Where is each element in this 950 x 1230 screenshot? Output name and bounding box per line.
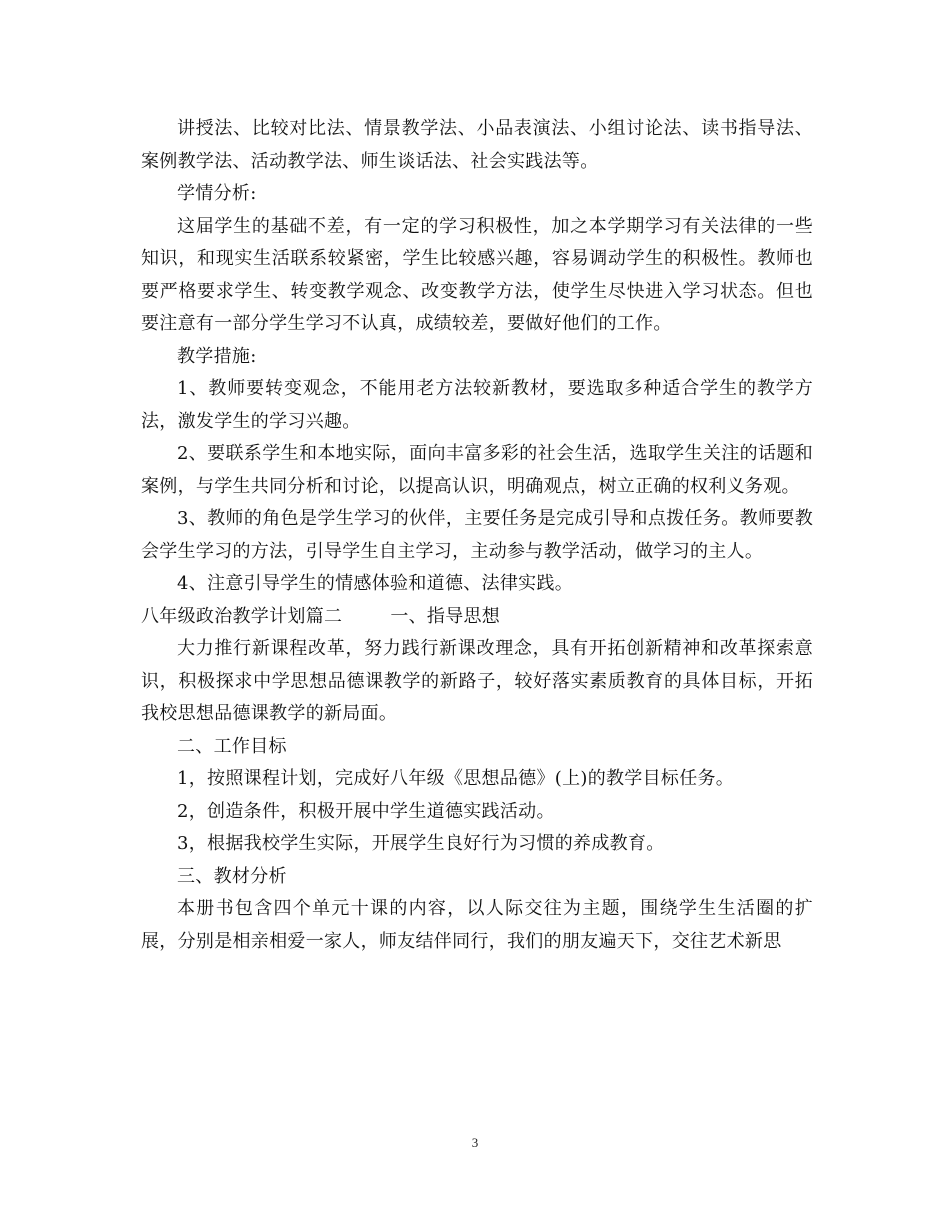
heading-work-goals: 二、工作目标 (177, 735, 287, 757)
paragraph-goal-1: 1，按照课程计划，完成好八年级《思想品德》(上)的教学目标任务。 (177, 768, 735, 789)
paragraph-measure-1: 1、教师要转变观念，不能用老方法较新教材，要选取多种适合学生的教学方法，激发学生的学习兴趣。 (141, 378, 813, 432)
paragraph-textbook-analysis: 本册书包含四个单元十课的内容，以人际交往为主题，围绕学生生活圈的扩展，分别是相亲相爱一家人，师友结伴同行，我们的朋友遍天下，交往艺术新思 (141, 898, 813, 952)
paragraph-measure-4: 4、注意引导学生的情感体验和道德、法律实践。 (177, 573, 574, 594)
heading-student-analysis: 学情分析: (177, 183, 257, 204)
heading-textbook-analysis: 三、教材分析 (177, 865, 287, 887)
paragraph-measure-3: 3、教师的角色是学生学习的伙伴，主要任务是完成引导和点拨任务。教师要教会学生学习的方法，引导学生自主学习，主动参与教学活动，做学习的主人。 (141, 508, 813, 562)
paragraph-student-analysis: 这届学生的基础不差，有一定的学习积极性，加之本学期学习有关法律的一些知识，和现实生活联系较紧密，学生比较感兴趣，容易调动学生的积极性。教师也要严格要求学生、转变教学观念、改变教学方法，使学生尽快进入学习状态。但也要注意有一部分学生学习不认真，成绩较差，要做好他们的工作。 (141, 215, 813, 334)
paragraph-guiding-ideology: 大力推行新课程改革，努力践行新课改理念，具有开拓创新精神和改革探索意识，积极探求中学思想品德课教学的新路子，较好落实素质教育的具体目标，开拓我校思想品德课教学的新局面。 (141, 638, 813, 724)
heading-guiding-ideology: 一、指导思想 (390, 605, 501, 627)
heading-teaching-measures: 教学措施: (177, 345, 257, 367)
paragraph-goal-2: 2，创造条件，积极开展中学生道德实践活动。 (177, 800, 555, 822)
paragraph-goal-3: 3，根据我校学生实际，开展学生良好行为习惯的养成教育。 (177, 833, 665, 854)
paragraph-teaching-methods: 讲授法、比较对比法、情景教学法、小品表演法、小组讨论法、读书指导法、案例教学法、活动教学法、师生谈话法、社会实践法等。 (141, 118, 813, 172)
section-title: 八年级政治教学计划篇二 (141, 605, 343, 627)
section-title-line (141, 601, 813, 634)
document-body (141, 113, 813, 958)
page-number: 3 (471, 1135, 479, 1150)
paragraph-measure-2: 2、要联系学生和本地实际，面向丰富多彩的社会生活，选取学生关注的话题和案例，与学生共同分析和讨论，以提高认识，明确观点，树立正确的权利义务观。 (141, 443, 813, 497)
